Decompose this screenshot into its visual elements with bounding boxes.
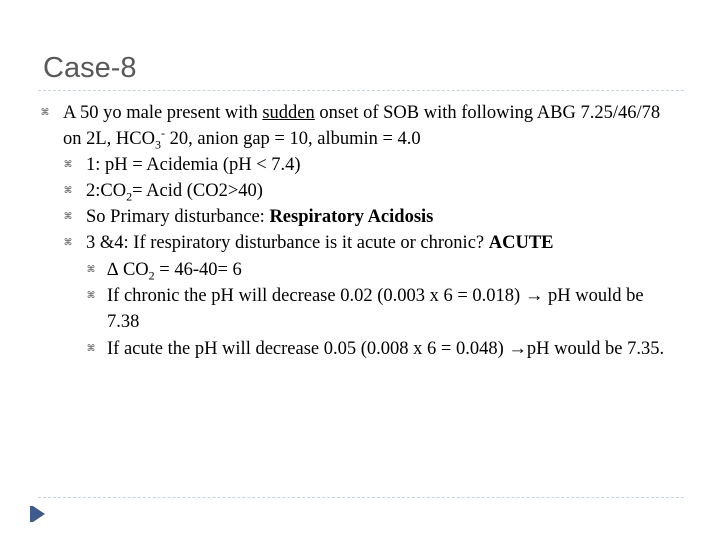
right-arrow-icon: → — [524, 286, 544, 306]
chronic-calculation: If chronic the pH will decrease 0.02 (0.003 x 6 = 0.018) → pH would be 7.38 — [107, 286, 644, 332]
slide-title: Case-8 — [43, 52, 137, 84]
bullet-icon: ⌘ — [86, 265, 96, 275]
case-description: A 50 yo male present with sudden onset of SOB with following ABG 7.25/46/78 on 2L, $HCO_3^-$ 20, anion gap = 10, albumin = 4.0 — [63, 103, 661, 152]
delta-co2: ∆ $CO_2 = 46-40= 6$ — [107, 260, 242, 283]
step-2: $2:CO_2=$ Acid (CO2>40) — [86, 181, 263, 204]
bullet-icon: ⌘ — [86, 291, 96, 301]
bullet-icon: ⌘ — [63, 186, 73, 196]
primary-disturbance: So Primary disturbance: Respiratory Acidosis — [86, 207, 434, 227]
bullet-icon: ⌘ — [86, 344, 96, 354]
bullet-icon: ⌘ — [63, 212, 73, 222]
acute-calculation: If acute the pH will decrease 0.05 (0.008 x 6 = 0.048) →pH would be 7.35. — [107, 339, 665, 359]
bullet-icon: ⌘ — [40, 108, 50, 118]
bottom-divider — [38, 497, 684, 498]
step-1: 1: pH = Acidemia (pH < 7.4) — [86, 155, 301, 175]
nav-arrow-icon[interactable] — [33, 506, 45, 522]
top-divider — [38, 90, 684, 91]
sudden-underlined: sudden — [262, 103, 315, 123]
right-arrow-icon: → — [508, 339, 527, 359]
bullet-icon: ⌘ — [63, 160, 73, 170]
bullet-icon: ⌘ — [63, 238, 73, 248]
step-3-4: 3 &4: If respiratory disturbance is it acute or chronic? ACUTE — [86, 233, 554, 253]
